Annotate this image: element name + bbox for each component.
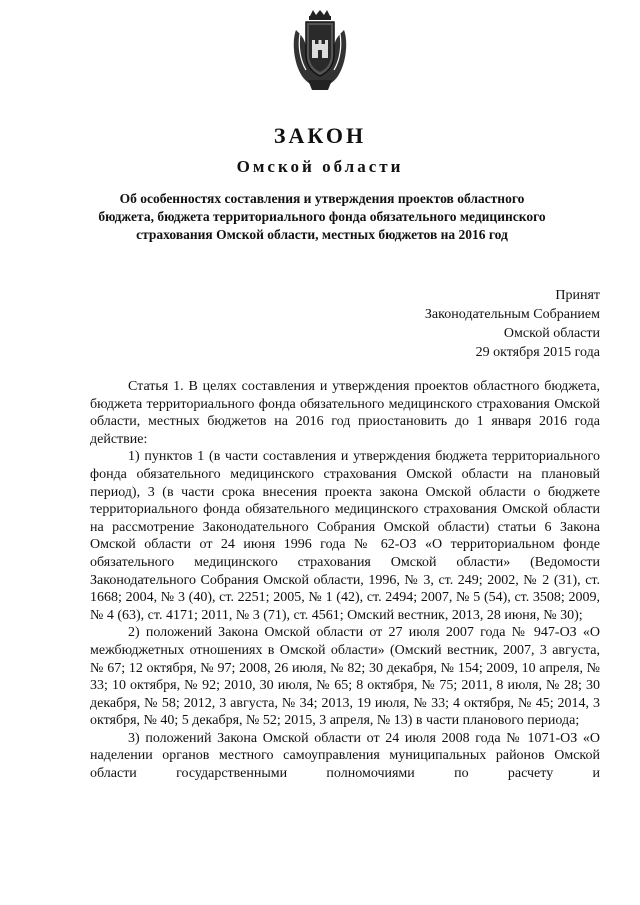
adoption-date: 29 октября 2015 года <box>475 345 600 360</box>
adoption-block <box>360 286 600 362</box>
adoption-line: Законодательным Собранием <box>424 307 600 322</box>
article-1 <box>90 378 600 783</box>
article-item-1: 1) пунктов 1 (в части составления и утверждения бюджета территориального фонда обязательного медицинского страхования Омской области на плановый период), 3 (в части срока внесения проекта закона Омской области о бюджете территориального фонда обязательного медицинского страхования Омской области на рассмотрение Законодательного Собрания Омской области) статьи 6 Закона Омской области от 24 июня 1996 года № 62-ОЗ «О территориальном фонде обязательного медицинского страхования Омской области» (Ведомости Законодательного Собрания Омской области, 1996, № 3, ст. 249; 2002, № 2 (31), ст. 1668; 2004, № 3 (40), ст. 2251; 2005, № 1 (42), ст. 2494; 2007, № 5 (54), ст. 3508; 2009, № 4 (63), ст. 4171; 2011, № 3 (71), ст. 4561; Омский вестник, 2013, 28 июня, № 30); <box>90 449 600 623</box>
region-title: Омской области <box>236 157 404 176</box>
article-item-3: 3) положений Закона Омской области от 24 июля 2008 года № 1071-ОЗ «О наделении органов местного самоуправления муниципальных районов Омской области государственными полномочиями по расчету и <box>90 730 600 782</box>
article-item-2: 2) положений Закона Омской области от 27 июля 2007 года № 947-ОЗ «О межбюджетных отношениях в Омской области» (Омский вестник, 2007, 3 августа, № 67; 12 октября, № 97; 2008, 26 июля, № 82; 30 декабря, № 154; 2009, 10 апреля, № 33; 10 октября, № 92; 2010, 30 июля, № 65; 8 октября, № 75; 2011, 8 июля, № 28; 30 декабря, № 58; 2012, 3 августа, № 34; 2013, 19 июля, № 33; 4 октября, № 45; 2014, 3 октября, № 40; 5 декабря, № 52; 2015, 3 апреля, № 13) в части планового периода; <box>90 625 600 729</box>
law-subject-title: Об особенностях составления и утверждения проектов областного бюджета, бюджета территориального фонда обязательного медицинского страхования Омской области, местных бюджетов на 2016 год <box>98 191 546 242</box>
article-intro-paragraph: Статья 1. В целях составления и утверждения проектов областного бюджета, бюджета территориального фонда обязательного медицинского страхования Омской области, местных бюджетов на 2016 год приостановить до 1 января 2016 года действие: <box>90 379 600 447</box>
law-title: ЗАКОН <box>273 123 367 148</box>
adoption-line: Принят <box>555 288 600 303</box>
omsk-coat-of-arms-icon <box>290 10 350 92</box>
adoption-line: Омской области <box>503 326 600 341</box>
